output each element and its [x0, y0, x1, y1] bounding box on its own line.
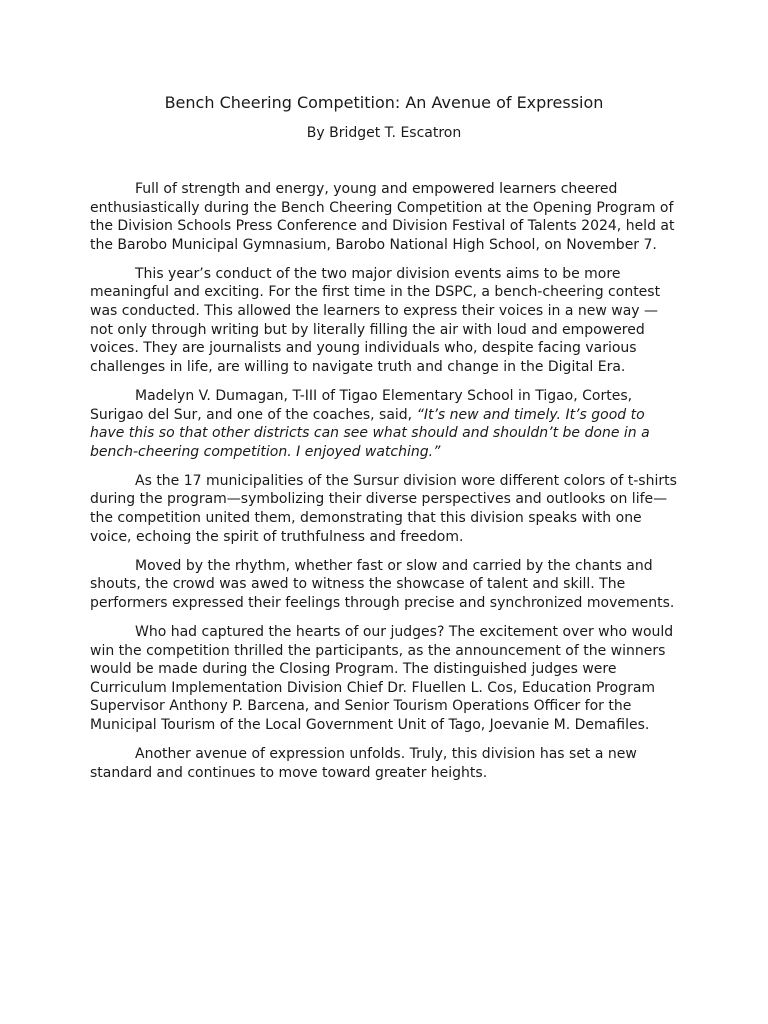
paragraph-5: Moved by the rhythm, whether fast or slow and carried by the chants and shouts, the crowd was awed to witness the showcase of talent and skill. The performers expressed their feelings through precise and synchronized movements.	[90, 557, 675, 611]
paragraph-3-lead: Madelyn V. Dumagan, T-III of Tigao Elementary School in Tigao, Cortes, Surigao del Sur, and one of the coaches, said,	[90, 387, 633, 423]
paragraph-7: Another avenue of expression unfolds. Truly, this division has set a new standard and continues to move toward greater heights.	[90, 746, 637, 781]
paragraph-3-quote: “It’s new and timely. It’s good to have this so that other districts can see what should and shouldn’t be done in a bench-cheering competition. I enjoyed watching.”	[90, 406, 650, 460]
article-body	[90, 180, 680, 793]
paragraph-3	[90, 387, 680, 461]
paragraph-2: This year’s conduct of the two major division events aims to be more meaningful and exciting. For the first time in the DSPC, a bench-cheering contest was conducted. This allowed the learners to express their voices in a new way — not only through writing but by literally filling the air with loud and empowered voices. They are journalists and young individuals who, despite facing various challenges in life, are willing to navigate truth and change in the Digital Era.	[90, 265, 661, 375]
article-byline: By Bridget T. Escatron	[306, 125, 462, 141]
article-title: Bench Cheering Competition: An Avenue of Expression	[164, 93, 604, 112]
paragraph-4: As the 17 municipalities of the Sursur division wore different colors of t-shirts during the program—symbolizing their diverse perspectives and outlooks on life—the competition united them, demonstrating that this division speaks with one voice, echoing the spirit of truthfulness and freedom.	[90, 472, 677, 545]
paragraph-6: Who had captured the hearts of our judges? The excitement over who would win the competition thrilled the participants, as the announcement of the winners would be made during the Closing Program. The distinguished judges were Curriculum Implementation Division Chief Dr. Fluellen L. Cos, Education Program Supervisor Anthony P. Barcena, and Senior Tourism Operations Officer for the Municipal Tourism of the Local Government Unit of Tago, Joevanie M. Demafiles.	[90, 623, 674, 733]
paragraph-1: Full of strength and energy, young and empowered learners cheered enthusiastically during the Bench Cheering Competition at the Opening Program of the Division Schools Press Conference and Division Festival of Talents 2024, held at the Barobo Municipal Gymnasium, Barobo National High School, on November 7.	[90, 181, 675, 253]
